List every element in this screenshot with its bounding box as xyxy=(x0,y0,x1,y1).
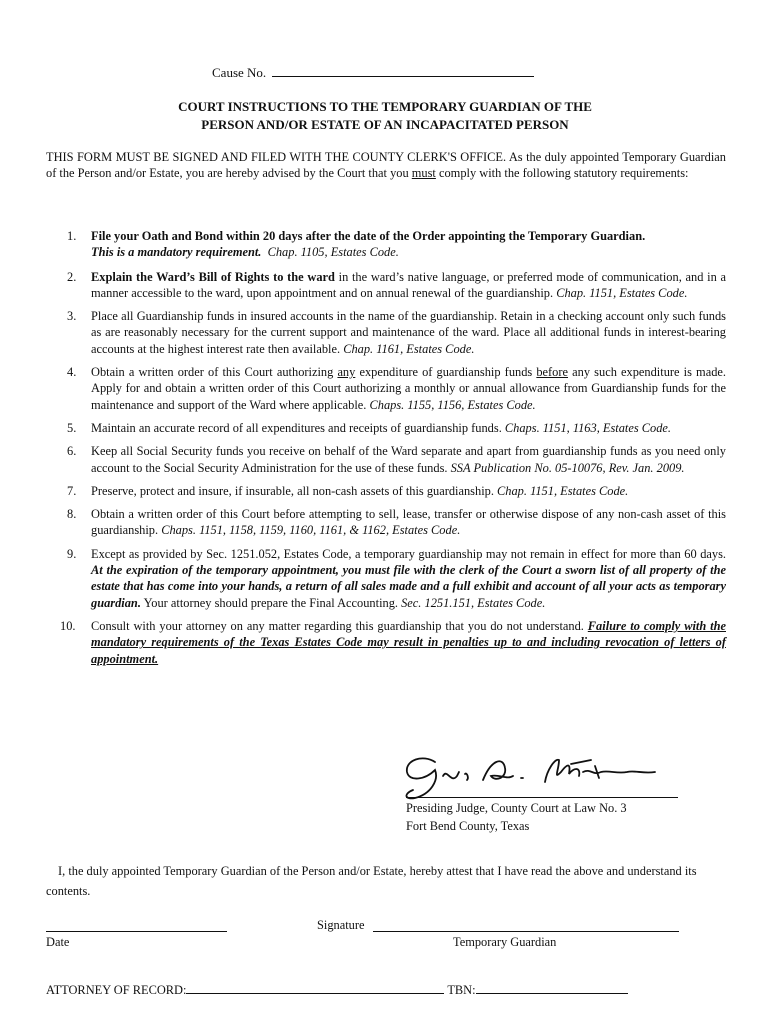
item-text: in the ward’s native language, or preferred mode of communication, and in a manner accessible to the ward, upon appointment and on annual renewal of the guardianship. xyxy=(91,269,726,300)
tbn-label: TBN: xyxy=(447,983,476,997)
item-text: Keep all Social Security funds you receive on behalf of the Ward separate and apart from guardianship funds as you need only account to the Social Security Administration for the use of these funds. xyxy=(91,444,726,475)
item-text: Obtain a written order of this Court before attempting to sell, lease, transfer or otherwise dispose of any non-cash asset of this guardianship. xyxy=(91,507,726,538)
item-bold: File your Oath and Bond within 20 days after the date of the Order appointing the Temporary Guardian. xyxy=(91,229,646,243)
item-bold-italic: This is a mandatory requirement. xyxy=(91,245,262,260)
attorney-field[interactable] xyxy=(186,982,444,994)
cause-number-field[interactable] xyxy=(272,64,534,77)
intro-text: THIS FORM MUST BE SIGNED AND FILED WITH THE COUNTY CLERK'S OFFICE. As the duly appointed Temporary Guardian of the Person and/or Estate, you are hereby advised by the Court that you xyxy=(46,150,726,181)
item-citation: Chap. 1151, Estates Code. xyxy=(497,483,629,498)
list-item xyxy=(46,269,726,302)
list-item xyxy=(46,618,726,667)
item-number: 3. xyxy=(67,309,77,324)
requirements-list xyxy=(46,228,726,667)
list-item xyxy=(46,506,726,539)
list-item xyxy=(46,308,726,357)
attestation-text: I, the duly appointed Temporary Guardian of the Person and/or Estate, hereby attest that I have read the above and understand its contents. xyxy=(46,864,697,898)
item-citation: Chap. 1161, Estates Code. xyxy=(343,341,475,356)
list-item xyxy=(46,228,726,261)
item-number: 2. xyxy=(67,269,77,284)
judge-title: Presiding Judge, County Court at Law No. 3 xyxy=(406,801,627,815)
list-item xyxy=(46,364,726,413)
attorney-label: ATTORNEY OF RECORD: xyxy=(46,983,187,997)
guardian-signature-field[interactable] xyxy=(373,931,679,932)
list-item xyxy=(46,483,726,499)
item-text: expenditure of guardianship funds xyxy=(355,365,537,380)
item-citation: Chaps. 1151, 1158, 1159, 1160, 1161, & 1162, Estates Code. xyxy=(161,523,461,538)
item-number: 10. xyxy=(60,618,76,633)
item-text: Your attorney should prepare the Final Accounting. xyxy=(140,595,402,610)
item-text: Except as provided by Sec. 1251.052, Estates Code, a temporary guardianship may not remain in effect for more than 60 days. xyxy=(91,546,726,561)
judge-county: Fort Bend County, Texas xyxy=(406,819,530,833)
item-text: Place all Guardianship funds in insured accounts in the name of the guardianship. Retain in a checking account only such funds as are reasonably necessary for the current support and maintenance of the ward. Place all additional funds in interest-bearing accounts at the highest interest rate then available. xyxy=(91,309,726,356)
item-citation: Chap. 1151, Estates Code. xyxy=(556,285,688,300)
item-text: Consult with your attorney on any matter regarding this guardianship that you do not understand. xyxy=(91,618,588,633)
item-number: 5. xyxy=(67,420,77,435)
item-text: Maintain an accurate record of all expenditures and receipts of guardianship funds. xyxy=(91,420,505,435)
item-citation: Chaps. 1151, 1163, Estates Code. xyxy=(504,420,672,435)
item-text: any such expenditure is made. Apply for and obtain a written order of this Court authorizing a monthly or annual allowance from Guardianship funds for the maintenance and support of the Ward where applicable. xyxy=(91,365,726,412)
intro-paragraph xyxy=(46,149,726,182)
item-citation: SSA Publication No. 05-10076, Rev. Jan. 2009. xyxy=(450,460,685,475)
item-number: 6. xyxy=(67,444,77,459)
item-citation: Chaps. 1155, 1156, Estates Code. xyxy=(369,397,536,412)
temporary-guardian-label: Temporary Guardian xyxy=(453,935,557,949)
item-number: 8. xyxy=(67,507,77,522)
tbn-field[interactable] xyxy=(476,982,628,994)
date-field[interactable] xyxy=(46,931,227,932)
item-citation: Sec. 1251.151, Estates Code. xyxy=(401,595,546,610)
item-bold: Explain the Ward’s Bill of Rights to the ward xyxy=(91,269,335,284)
list-item xyxy=(46,443,726,476)
intro-text-end: comply with the following statutory requirements: xyxy=(435,166,689,181)
item-number: 1. xyxy=(67,229,77,243)
item-underline-any: any xyxy=(337,365,356,380)
item-underline-before: before xyxy=(536,365,569,380)
attestation-paragraph xyxy=(46,861,726,901)
document-title-line2: PERSON AND/OR ESTATE OF AN INCAPACITATED PERSON xyxy=(201,117,569,132)
list-item xyxy=(46,546,726,611)
item-number: 7. xyxy=(67,483,77,498)
item-bold-italic: At the expiration of the temporary appointment, you must file with the clerk of the Court a sworn list of all property of the estate that has come into your hands, a return of all sales made and a full exhibit and account of all your acts as temporary guardian. xyxy=(91,563,726,610)
item-citation: Chap. 1105, Estates Code. xyxy=(267,245,399,260)
judge-signature-image xyxy=(395,750,695,802)
attorney-of-record-row xyxy=(46,982,628,998)
intro-must: must xyxy=(411,166,436,181)
document-title-line1: COURT INSTRUCTIONS TO THE TEMPORARY GUARDIAN OF THE xyxy=(178,99,592,114)
item-number: 9. xyxy=(67,546,77,561)
item-number: 4. xyxy=(67,365,77,380)
cause-label: Cause No. xyxy=(212,65,267,80)
date-label: Date xyxy=(46,935,70,949)
item-text: Obtain a written order of this Court authorizing xyxy=(91,365,338,380)
judge-signature-line xyxy=(406,797,678,798)
signature-label: Signature xyxy=(317,918,365,932)
item-text: Preserve, protect and insure, if insurable, all non-cash assets of this guardianship. xyxy=(91,483,498,498)
cause-number xyxy=(212,64,534,81)
item-warning: Failure to comply with the mandatory requirements of the Texas Estates Code may result in penalties up to and including revocation of letters of appointment. xyxy=(91,618,726,666)
list-item xyxy=(46,420,726,436)
